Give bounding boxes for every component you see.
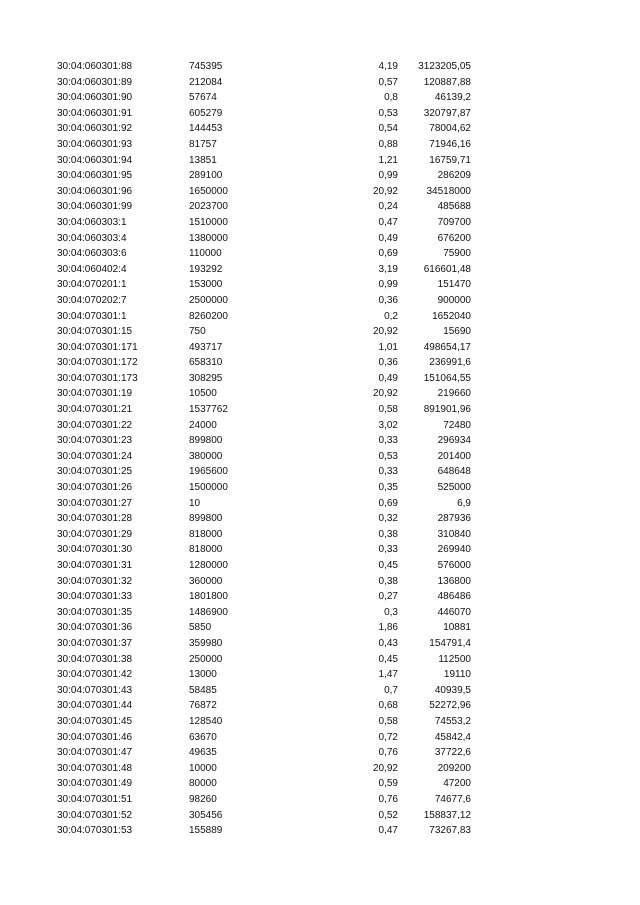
value-cell: 3123205,05	[418, 61, 471, 72]
value-cell: 37722,6	[434, 747, 471, 759]
rate-cell: 20,92	[372, 762, 398, 774]
rate-cell: 0,7	[384, 684, 398, 696]
rate-cell: 1,86	[378, 622, 398, 634]
cadastral-number-cell: 30:04:070301:37	[57, 637, 133, 649]
rate-cell: 0,24	[378, 201, 398, 213]
rate-cell: 0,52	[378, 809, 398, 821]
cadastral-number-cell: 30:04:070301:28	[57, 513, 133, 525]
area-cell: 1965600	[189, 466, 228, 478]
cadastral-number-cell: 30:04:070301:25	[57, 466, 133, 478]
rate-cell: 0,99	[378, 170, 398, 182]
table-row	[0, 246, 640, 262]
rate-cell: 0,32	[378, 513, 398, 525]
rate-cell: 0,47	[378, 825, 398, 837]
cadastral-number-cell: 30:04:060301:90	[57, 92, 133, 104]
value-cell: 236991,6	[429, 357, 471, 369]
value-cell: 151470	[437, 279, 471, 291]
area-cell: 212084	[189, 76, 223, 88]
cadastral-number-cell: 30:04:070301:43	[57, 684, 133, 696]
table-row	[0, 792, 640, 808]
value-cell: 45842,4	[434, 731, 471, 743]
value-cell: 120887,88	[423, 76, 471, 88]
rate-cell: 20,92	[372, 185, 398, 197]
table-row	[0, 667, 640, 683]
area-cell: 57674	[189, 92, 217, 104]
value-cell: 136800	[437, 575, 471, 587]
cadastral-number-cell: 30:04:070301:36	[57, 622, 133, 634]
value-cell: 15690	[443, 326, 471, 338]
rate-cell: 0,53	[378, 450, 398, 462]
cadastral-number-cell: 30:04:070202:7	[57, 294, 127, 306]
cadastral-number-cell: 30:04:070301:29	[57, 528, 133, 540]
table-row	[0, 683, 640, 699]
value-cell: 71946,16	[429, 138, 471, 150]
rate-cell: 0,53	[378, 107, 398, 119]
rate-cell: 0,58	[378, 715, 398, 727]
area-cell: 24000	[189, 419, 217, 431]
rate-cell: 0,33	[378, 466, 398, 478]
table-row	[0, 184, 640, 200]
cadastral-number-cell: 30:04:070301:46	[57, 731, 133, 743]
table-row	[0, 402, 640, 418]
area-cell: 289100	[189, 170, 223, 182]
area-cell: 1650000	[189, 185, 228, 197]
table-row	[0, 605, 640, 621]
cadastral-number-cell: 30:04:060301:95	[57, 170, 133, 182]
area-cell: 49635	[189, 747, 217, 759]
value-cell: 286209	[437, 170, 471, 182]
table-row	[0, 714, 640, 730]
value-cell: 498654,17	[423, 341, 471, 353]
area-cell: 110000	[189, 248, 222, 260]
cadastral-number-cell: 30:04:070301:47	[57, 747, 133, 759]
rate-cell: 0,27	[378, 591, 398, 603]
table-row	[0, 168, 640, 184]
value-cell: 34518000	[426, 185, 471, 197]
area-cell: 818000	[189, 528, 223, 540]
cadastral-number-cell: 30:04:070301:38	[57, 653, 133, 665]
rate-cell: 3,19	[378, 263, 398, 275]
cadastral-number-cell: 30:04:070301:24	[57, 450, 133, 462]
rate-cell: 0,36	[378, 357, 398, 369]
area-cell: 1500000	[189, 482, 228, 494]
area-cell: 2500000	[189, 294, 228, 306]
table-row	[0, 464, 640, 480]
rate-cell: 0,59	[378, 778, 398, 790]
table-row	[0, 730, 640, 746]
table-row	[0, 137, 640, 153]
cadastral-number-cell: 30:04:070301:45	[57, 715, 133, 727]
value-cell: 320797,87	[423, 107, 471, 119]
cadastral-number-cell: 30:04:070201:1	[57, 279, 127, 291]
area-cell: 63670	[189, 731, 217, 743]
area-cell: 1380000	[189, 232, 228, 244]
table-row	[0, 59, 640, 75]
value-cell: 112500	[438, 653, 471, 665]
table-row	[0, 262, 640, 278]
cadastral-number-cell: 30:04:070301:52	[57, 809, 133, 821]
value-cell: 709700	[437, 216, 471, 228]
area-cell: 1510000	[189, 216, 228, 228]
rate-cell: 0,54	[378, 123, 398, 135]
cadastral-number-cell: 30:04:060301:96	[57, 185, 133, 197]
cadastral-number-cell: 30:04:070301:15	[57, 326, 133, 338]
cadastral-number-cell: 30:04:070301:33	[57, 591, 133, 603]
area-cell: 745395	[189, 61, 223, 72]
area-cell: 360000	[189, 575, 223, 587]
table-row	[0, 558, 640, 574]
area-cell: 1537762	[189, 404, 228, 416]
rate-cell: 0,76	[378, 747, 398, 759]
table-row	[0, 355, 640, 371]
cadastral-number-cell: 30:04:060301:91	[57, 107, 133, 119]
area-cell: 899800	[189, 513, 223, 525]
rate-cell: 1,47	[378, 669, 398, 681]
area-cell: 750	[189, 326, 206, 338]
value-cell: 40939,5	[434, 684, 471, 696]
rate-cell: 0,8	[384, 92, 398, 104]
table-row	[0, 386, 640, 402]
rate-cell: 20,92	[372, 326, 398, 338]
rate-cell: 0,76	[378, 793, 398, 805]
table-row	[0, 215, 640, 231]
rate-cell: 0,47	[378, 216, 398, 228]
value-cell: 46139,2	[434, 92, 471, 104]
table-row	[0, 542, 640, 558]
cadastral-number-cell: 30:04:070301:51	[57, 793, 133, 805]
value-cell: 16759,71	[429, 154, 471, 166]
table-row	[0, 511, 640, 527]
area-cell: 10500	[189, 388, 217, 400]
value-cell: 52272,96	[429, 700, 471, 712]
value-cell: 576000	[437, 560, 471, 571]
table-row	[0, 433, 640, 449]
rate-cell: 0,49	[378, 232, 398, 244]
value-cell: 616601,48	[423, 263, 471, 275]
area-cell: 380000	[189, 450, 223, 462]
cadastral-number-cell: 30:04:070301:30	[57, 544, 133, 556]
cadastral-number-cell: 30:04:070301:19	[57, 388, 133, 400]
area-cell: 5850	[189, 622, 212, 634]
value-cell: 209200	[437, 762, 471, 774]
cadastral-number-cell: 30:04:060301:88	[57, 61, 133, 72]
value-cell: 78004,62	[429, 123, 471, 135]
cadastral-number-cell: 30:04:060303:6	[57, 248, 127, 260]
rate-cell: 0,2	[384, 310, 398, 322]
rate-cell: 0,57	[378, 76, 398, 88]
value-cell: 75900	[443, 248, 471, 260]
value-cell: 296934	[437, 435, 471, 447]
cadastral-number-cell: 30:04:070301:48	[57, 762, 133, 774]
value-cell: 219660	[437, 388, 471, 400]
area-cell: 250000	[189, 653, 223, 665]
value-cell: 446070	[437, 606, 471, 618]
area-cell: 76872	[189, 700, 217, 712]
cadastral-number-cell: 30:04:070301:22	[57, 419, 133, 431]
table-row	[0, 340, 640, 356]
rate-cell: 0,45	[378, 653, 398, 665]
area-cell: 658310	[189, 357, 223, 369]
table-row	[0, 776, 640, 792]
table-row	[0, 652, 640, 668]
cadastral-number-cell: 30:04:070301:35	[57, 606, 133, 618]
cadastral-number-cell: 30:04:070301:44	[57, 700, 133, 712]
value-cell: 269940	[437, 544, 471, 556]
cadastral-number-cell: 30:04:060301:93	[57, 138, 133, 150]
value-cell: 73267,83	[429, 825, 471, 837]
area-cell: 155889	[189, 825, 223, 837]
value-cell: 74553,2	[434, 715, 471, 727]
area-cell: 493717	[189, 341, 223, 353]
table-row	[0, 418, 640, 434]
cadastral-number-cell: 30:04:070301:1	[57, 310, 127, 322]
area-cell: 80000	[189, 778, 217, 790]
area-cell: 98260	[189, 793, 217, 805]
cadastral-number-cell: 30:04:070301:53	[57, 825, 133, 837]
table-row	[0, 574, 640, 590]
cadastral-number-cell: 30:04:060301:89	[57, 76, 133, 88]
value-cell: 676200	[437, 232, 471, 244]
data-table	[0, 59, 640, 839]
value-cell: 6,9	[457, 497, 471, 509]
cadastral-number-cell: 30:04:070301:21	[57, 404, 133, 416]
area-cell: 128540	[189, 715, 223, 727]
table-row	[0, 309, 640, 325]
rate-cell: 3,02	[378, 419, 398, 431]
area-cell: 144453	[189, 123, 223, 135]
table-row	[0, 589, 640, 605]
value-cell: 19110	[443, 669, 471, 681]
rate-cell: 0,68	[378, 700, 398, 712]
area-cell: 308295	[189, 372, 223, 384]
rate-cell: 0,36	[378, 294, 398, 306]
table-row	[0, 90, 640, 106]
value-cell: 10881	[443, 622, 471, 634]
value-cell: 485688	[437, 201, 471, 213]
rate-cell: 0,43	[378, 637, 398, 649]
cadastral-number-cell: 30:04:060303:1	[57, 216, 127, 228]
value-cell: 900000	[437, 294, 471, 306]
value-cell: 154791,4	[429, 637, 471, 649]
cadastral-number-cell: 30:04:070301:171	[57, 341, 138, 353]
value-cell: 47200	[443, 778, 471, 790]
cadastral-number-cell: 30:04:070301:27	[57, 497, 133, 509]
cadastral-number-cell: 30:04:070301:32	[57, 575, 133, 587]
value-cell: 486486	[437, 591, 471, 603]
table-row	[0, 277, 640, 293]
rate-cell: 0,69	[378, 248, 398, 260]
value-cell: 74677,6	[434, 793, 471, 805]
value-cell: 158837,12	[423, 809, 471, 821]
rate-cell: 0,33	[378, 435, 398, 447]
area-cell: 58485	[189, 684, 217, 696]
area-cell: 10	[189, 497, 201, 509]
value-cell: 891901,96	[423, 404, 471, 416]
rate-cell: 0,38	[378, 575, 398, 587]
cadastral-number-cell: 30:04:070301:173	[57, 372, 138, 384]
area-cell: 305456	[189, 809, 223, 821]
cadastral-number-cell: 30:04:060303:4	[57, 232, 127, 244]
value-cell: 151064,55	[423, 372, 471, 384]
area-cell: 13000	[189, 669, 217, 681]
rate-cell: 0,3	[384, 606, 398, 618]
table-row	[0, 823, 640, 839]
value-cell: 648648	[437, 466, 471, 478]
table-row	[0, 636, 640, 652]
table-row	[0, 527, 640, 543]
rate-cell: 0,45	[378, 560, 398, 571]
rate-cell: 0,58	[378, 404, 398, 416]
rate-cell: 0,38	[378, 528, 398, 540]
value-cell: 287936	[437, 513, 471, 525]
rate-cell: 0,99	[378, 279, 398, 291]
cadastral-number-cell: 30:04:070301:49	[57, 778, 133, 790]
table-row	[0, 324, 640, 340]
rate-cell: 0,69	[378, 497, 398, 509]
rate-cell: 0,33	[378, 544, 398, 556]
cadastral-number-cell: 30:04:070301:23	[57, 435, 133, 447]
area-cell: 8260200	[189, 310, 228, 322]
rate-cell: 1,21	[378, 154, 398, 166]
table-row	[0, 480, 640, 496]
area-cell: 818000	[189, 544, 223, 556]
value-cell: 1652040	[432, 310, 471, 322]
area-cell: 2023700	[189, 201, 228, 213]
cadastral-number-cell: 30:04:070301:31	[57, 560, 133, 571]
area-cell: 1801800	[189, 591, 228, 603]
area-cell: 13851	[189, 154, 217, 166]
table-row	[0, 231, 640, 247]
table-row	[0, 496, 640, 512]
table-row	[0, 121, 640, 137]
area-cell: 1486900	[189, 606, 228, 618]
area-cell: 153000	[189, 279, 223, 291]
value-cell: 201400	[437, 450, 471, 462]
rate-cell: 4,19	[378, 61, 398, 72]
cadastral-number-cell: 30:04:070301:26	[57, 482, 133, 494]
rate-cell: 1,01	[378, 341, 398, 353]
rate-cell: 20,92	[372, 388, 398, 400]
value-cell: 72480	[443, 419, 471, 431]
cadastral-number-cell: 30:04:060301:99	[57, 201, 133, 213]
table-row	[0, 153, 640, 169]
cadastral-number-cell: 30:04:060402:4	[57, 263, 127, 275]
cadastral-number-cell: 30:04:070301:42	[57, 669, 133, 681]
table-row	[0, 449, 640, 465]
table-row	[0, 371, 640, 387]
value-cell: 525000	[437, 482, 471, 494]
rate-cell: 0,35	[378, 482, 398, 494]
table-row	[0, 761, 640, 777]
table-row	[0, 106, 640, 122]
table-row	[0, 698, 640, 714]
area-cell: 81757	[189, 138, 217, 150]
cadastral-number-cell: 30:04:070301:172	[57, 357, 138, 369]
table-row	[0, 75, 640, 91]
area-cell: 899800	[189, 435, 223, 447]
area-cell: 193292	[189, 263, 223, 275]
table-row	[0, 199, 640, 215]
table-row	[0, 293, 640, 309]
rate-cell: 0,88	[378, 138, 398, 150]
rate-cell: 0,49	[378, 372, 398, 384]
table-row	[0, 808, 640, 824]
area-cell: 359980	[189, 637, 223, 649]
table-row	[0, 620, 640, 636]
cadastral-number-cell: 30:04:060301:92	[57, 123, 133, 135]
area-cell: 10000	[189, 762, 217, 774]
table-row	[0, 745, 640, 761]
area-cell: 605279	[189, 107, 223, 119]
area-cell: 1280000	[189, 560, 228, 571]
value-cell: 310840	[437, 528, 471, 540]
rate-cell: 0,72	[378, 731, 398, 743]
cadastral-number-cell: 30:04:060301:94	[57, 154, 133, 166]
